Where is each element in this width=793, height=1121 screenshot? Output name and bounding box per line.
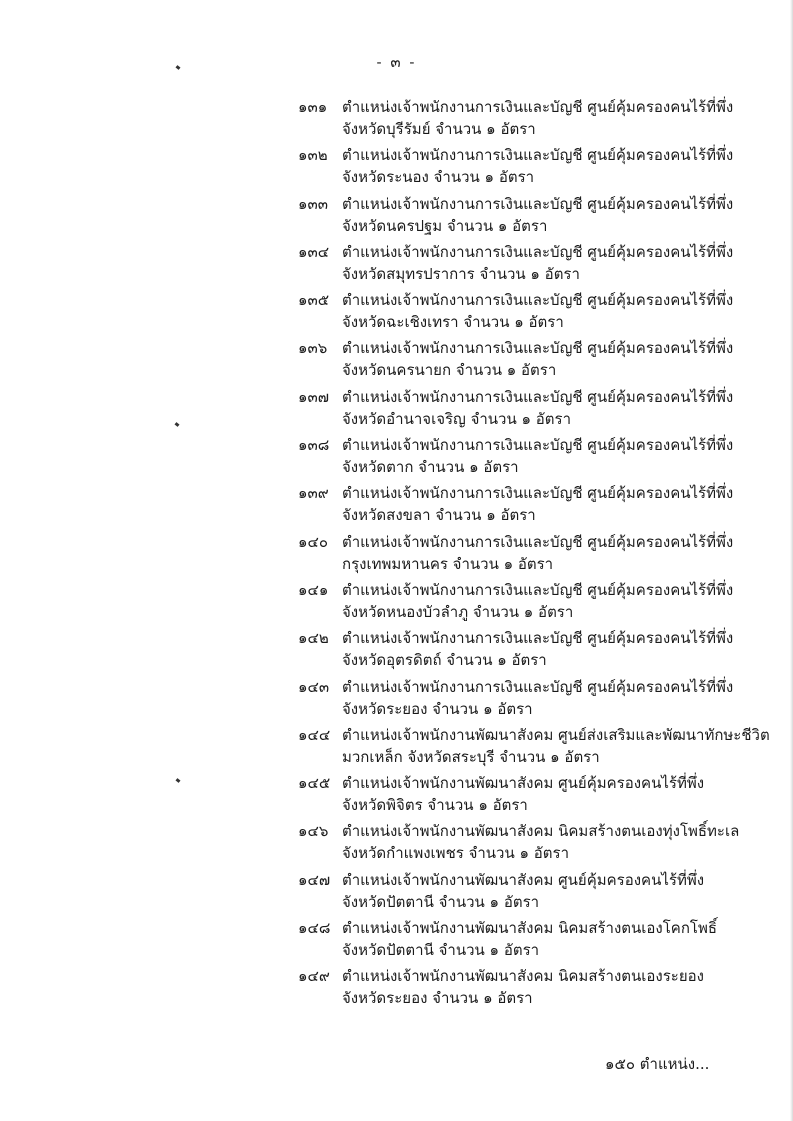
item-number: ๑๔๘ [298, 919, 331, 938]
item-position: ตำแหน่งเจ้าพนักงานพัฒนาสังคม ศูนย์ส่งเสริมและพัฒนาทักษะชีวิต [342, 725, 770, 744]
item-location: จังหวัดฉะเชิงเทรา จำนวน ๑ อัตรา [342, 313, 564, 332]
item-number: ๑๔๕ [298, 774, 331, 793]
item-location: จังหวัดบุรีรัมย์ จำนวน ๑ อัตรา [342, 120, 536, 138]
list-item [298, 144, 768, 192]
item-location: จังหวัดอำนาจเจริญ จำนวน ๑ อัตรา [342, 409, 572, 428]
list-item [298, 289, 768, 337]
item-number: ๑๓๗ [298, 387, 330, 406]
item-location: จังหวัดนครปฐม จำนวน ๑ อัตรา [342, 216, 548, 235]
item-location: จังหวัดพิจิตร จำนวน ๑ อัตรา [342, 796, 528, 815]
scan-mark [175, 422, 180, 427]
item-location: จังหวัดนครนายก จำนวน ๑ อัตรา [342, 361, 557, 380]
item-location: จังหวัดหนองบัวลำภู จำนวน ๑ อัตรา [342, 602, 574, 621]
item-number: ๑๓๑ [298, 98, 328, 116]
item-position: ตำแหน่งเจ้าพนักงานการเงินและบัญชี ศูนย์คุ้มครองคนไร้ที่พึ่ง [342, 629, 734, 648]
item-position: ตำแหน่งเจ้าพนักงานการเงินและบัญชี ศูนย์คุ้มครองคนไร้ที่พึ่ง [342, 242, 734, 261]
item-location: จังหวัดอุตรดิตถ์ จำนวน ๑ อัตรา [342, 651, 547, 670]
list-item [298, 965, 768, 1013]
list-item [298, 337, 768, 385]
continuation-text: ๑๕๐ ตำแหน่ง... [605, 1055, 710, 1073]
item-position: ตำแหน่งเจ้าพนักงานการเงินและบัญชี ศูนย์คุ้มครองคนไร้ที่พึ่ง [342, 580, 734, 599]
list-item [298, 241, 768, 289]
list-item [298, 434, 768, 482]
item-position: ตำแหน่งเจ้าพนักงานการเงินและบัญชี ศูนย์คุ้มครองคนไร้ที่พึ่ง [342, 98, 734, 116]
item-position: ตำแหน่งเจ้าพนักงานพัฒนาสังคม นิคมสร้างตนเองโคกโพธิ์ [342, 919, 718, 938]
page-number: - ๓ - [376, 53, 417, 71]
item-location: จังหวัดปัตตานี จำนวน ๑ อัตรา [342, 892, 540, 911]
item-position: ตำแหน่งเจ้าพนักงานพัฒนาสังคม ศูนย์คุ้มครองคนไร้ที่พึ่ง [342, 774, 705, 793]
item-position: ตำแหน่งเจ้าพนักงานพัฒนาสังคม นิคมสร้างตนเองระยอง [342, 967, 704, 986]
list-item [298, 531, 768, 579]
item-number: ๑๓๔ [298, 242, 330, 261]
item-number: ๑๔๙ [298, 967, 330, 986]
item-number: ๑๔๐ [298, 532, 329, 551]
position-list [298, 96, 768, 1014]
item-location: กรุงเทพมหานคร จำนวน ๑ อัตรา [342, 554, 554, 573]
list-item [298, 820, 768, 868]
item-number: ๑๔๗ [298, 870, 331, 889]
list-item [298, 193, 768, 241]
item-number: ๑๓๖ [298, 339, 328, 358]
item-location: จังหวัดสมุทรปราการ จำนวน ๑ อัตรา [342, 264, 580, 283]
list-item [298, 386, 768, 434]
item-position: ตำแหน่งเจ้าพนักงานการเงินและบัญชี ศูนย์คุ้มครองคนไร้ที่พึ่ง [342, 532, 734, 551]
item-location: จังหวัดระนอง จำนวน ๑ อัตรา [342, 168, 535, 187]
item-position: ตำแหน่งเจ้าพนักงานการเงินและบัญชี ศูนย์คุ้มครองคนไร้ที่พึ่ง [342, 339, 734, 358]
item-position: ตำแหน่งเจ้าพนักงานการเงินและบัญชี ศูนย์คุ้มครองคนไร้ที่พึ่ง [342, 387, 734, 406]
item-location: จังหวัดระยอง จำนวน ๑ อัตรา [342, 699, 533, 718]
item-number: ๑๔๔ [298, 725, 331, 744]
list-item [298, 96, 768, 144]
item-location: จังหวัดสงขลา จำนวน ๑ อัตรา [342, 506, 536, 525]
item-position: ตำแหน่งเจ้าพนักงานพัฒนาสังคม นิคมสร้างตนเองทุ่งโพธิ์ทะเล [342, 822, 740, 841]
item-number: ๑๔๖ [298, 822, 329, 841]
item-location: มวกเหล็ก จังหวัดสระบุรี จำนวน ๑ อัตรา [342, 747, 600, 766]
list-item [298, 772, 768, 820]
item-position: ตำแหน่งเจ้าพนักงานการเงินและบัญชี ศูนย์คุ้มครองคนไร้ที่พึ่ง [342, 677, 734, 696]
item-location: จังหวัดระยอง จำนวน ๑ อัตรา [342, 989, 533, 1008]
list-item [298, 869, 768, 917]
list-item [298, 579, 768, 627]
item-position: ตำแหน่งเจ้าพนักงานการเงินและบัญชี ศูนย์คุ้มครองคนไร้ที่พึ่ง [342, 291, 734, 310]
scan-mark [176, 778, 181, 783]
item-position: ตำแหน่งเจ้าพนักงานการเงินและบัญชี ศูนย์คุ้มครองคนไร้ที่พึ่ง [342, 436, 734, 455]
item-number: ๑๓๕ [298, 291, 330, 310]
item-number: ๑๓๒ [298, 146, 328, 165]
list-item [298, 676, 768, 724]
item-number: ๑๔๓ [298, 677, 330, 696]
item-position: ตำแหน่งเจ้าพนักงานการเงินและบัญชี ศูนย์คุ้มครองคนไร้ที่พึ่ง [342, 194, 734, 213]
list-item [298, 482, 768, 530]
item-position: ตำแหน่งเจ้าพนักงานพัฒนาสังคม ศูนย์คุ้มครองคนไร้ที่พึ่ง [342, 870, 705, 889]
item-number: ๑๓๓ [298, 194, 329, 213]
item-number: ๑๓๙ [298, 484, 329, 503]
item-number: ๑๓๘ [298, 436, 330, 455]
item-position: ตำแหน่งเจ้าพนักงานการเงินและบัญชี ศูนย์คุ้มครองคนไร้ที่พึ่ง [342, 146, 734, 165]
item-location: จังหวัดตาก จำนวน ๑ อัตรา [342, 458, 519, 477]
item-number: ๑๔๒ [298, 629, 329, 648]
list-item [298, 917, 768, 965]
list-item [298, 627, 768, 675]
item-location: จังหวัดกำแพงเพชร จำนวน ๑ อัตรา [342, 844, 569, 863]
list-item [298, 724, 768, 772]
item-position: ตำแหน่งเจ้าพนักงานการเงินและบัญชี ศูนย์คุ้มครองคนไร้ที่พึ่ง [342, 484, 734, 503]
item-location: จังหวัดปัตตานี จำนวน ๑ อัตรา [342, 941, 540, 960]
item-number: ๑๔๑ [298, 580, 329, 599]
